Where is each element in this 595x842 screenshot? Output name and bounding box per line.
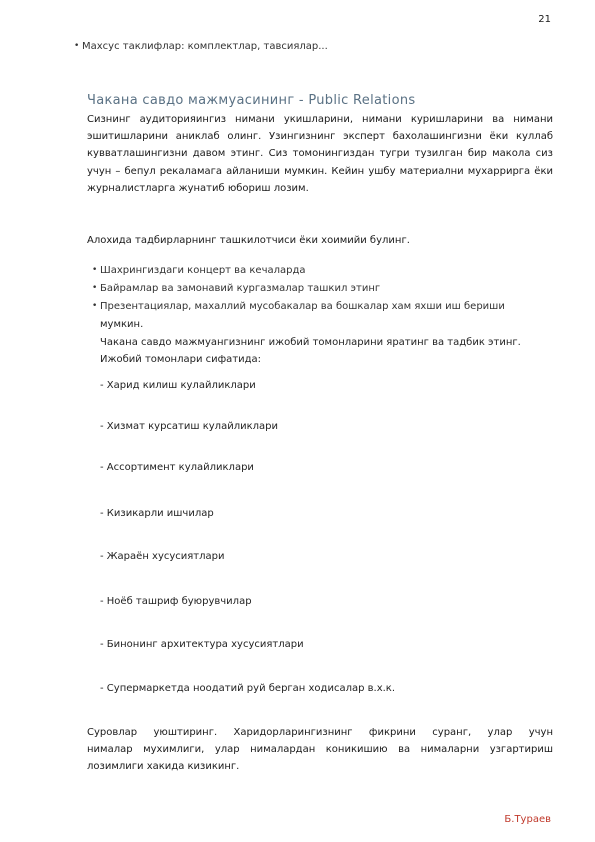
bullet-item: • Презентациялар, махаллий мусобакалар ва бошкалар хам яхши иш бериши [100,301,505,312]
intro-line: Ижобий томонлари сифатида: [100,354,262,365]
dash-item: - Ноёб ташриф буюрувчилар [100,596,252,607]
dash-item: - Хизмат курсатиш кулайликлари [100,421,278,432]
dash-item: - Бинонинг архитектура хусусиятлари [100,639,304,650]
dash-item: - Супермаркетда ноодатий руй берган ходисалар в.х.к. [100,683,396,694]
author-signature: Б.Тураев [504,814,551,825]
dash-item: - Жараён хусусиятлари [100,551,225,562]
dash-item: - Харид килиш кулайликлари [100,380,256,391]
bullet-item: • Байрамлар ва замонавий кургазмалар ташкил этинг [100,283,380,294]
closing-line: Суровлар уюштиринг. Харидорларингизнинг фикрини суранг, улар учун [87,727,553,738]
section-heading: Чакана савдо мажмуасининг - Public Relations [87,93,416,108]
dash-item: - Кизикарли ишчилар [100,508,214,519]
dash-item: - Ассортимент кулайликлари [100,462,254,473]
intro-line: Чакана савдо мажмуангизнинг ижобий томонларини яратинг ва тадбик этинг. [100,337,521,348]
closing-line: нималар мухимлиги, улар нималардан коникишию ва нималарни узгартириш [87,744,553,755]
body-line: Сизнинг аудиторияингиз нимани укишларини, нимани куришларини ва нимани [87,114,553,125]
body-line: журналистларга жунатиб юбориш лозим. [87,183,309,194]
top-bullet-item: • Махсус таклифлар: комплектлар, тавсиялар... [82,41,328,52]
body-line: учун – бепул рекаламага айланиши мумкин. Кейин ушбу материални мухаррирга ёки [87,166,553,177]
page-number: 21 [538,14,551,25]
bullet-item: • Шахрингиздаги концерт ва кечаларда [100,265,306,276]
bullet-continuation: мумкин. [100,319,144,330]
closing-line: лозимлиги хакида кизикинг. [87,761,240,772]
body-line: эшитишларини аниклаб олинг. Узингизнинг эксперт бахолашингизни ёки куллаб [87,131,553,142]
subheading: Алохида тадбирларнинг ташкилотчиси ёки хоимийи булинг. [87,235,410,246]
body-line: кувватлашингизни давом этинг. Сиз томонингиздан тугри тузилган бир макола сиз [87,148,553,159]
